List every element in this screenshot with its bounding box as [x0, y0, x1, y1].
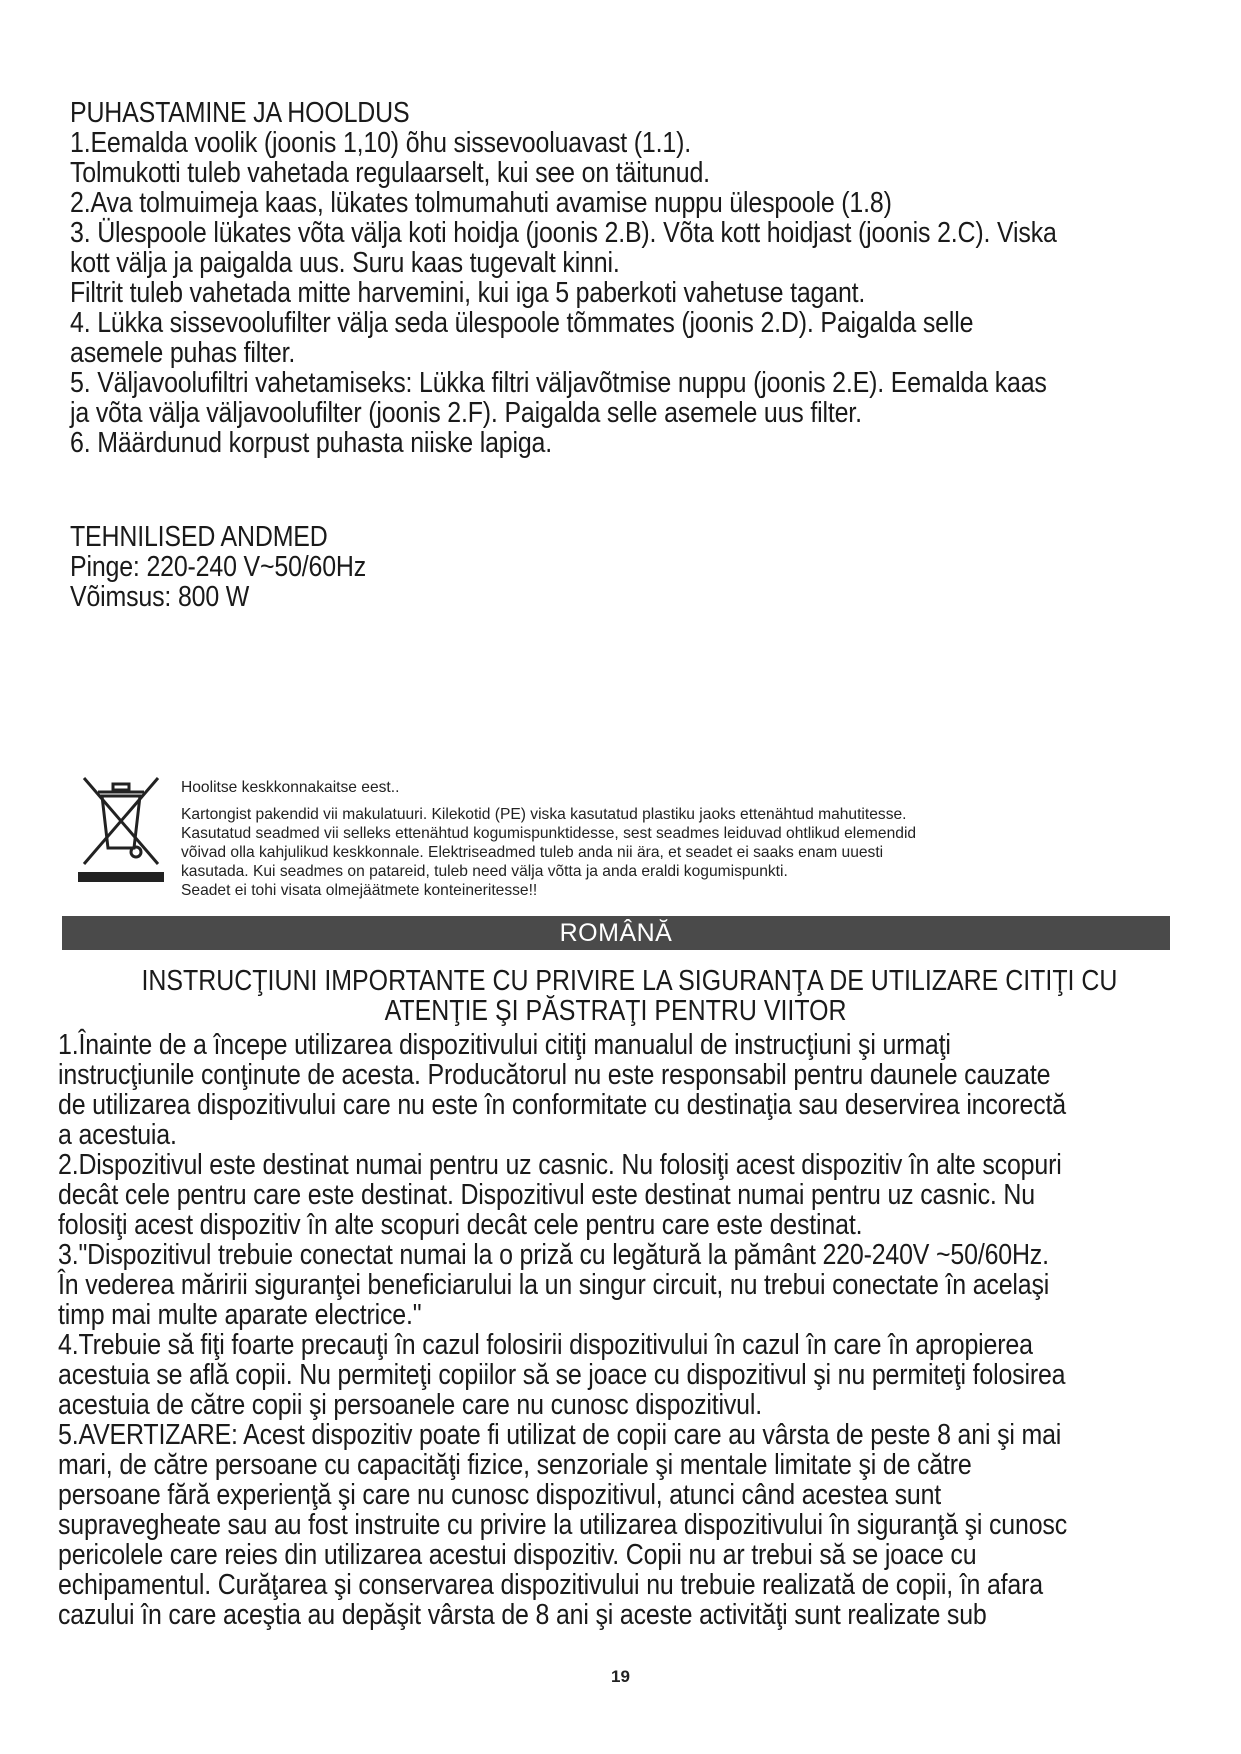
- romanian-line: decât cele pentru care este destinat. Dispozitivul este destinat numai pentru uz casnic. Nu: [58, 1179, 1035, 1211]
- romanian-line: folosiţi acest dispozitiv în alte scopuri decât cele pentru care este destinat.: [58, 1209, 863, 1241]
- romanian-line: de utilizarea dispozitivului care nu este în conformitate cu destinaţia sau deservirea incorectă: [58, 1089, 1066, 1121]
- cleaning-line: asemele puhas filter.: [70, 337, 296, 369]
- romanian-heading-line: ATENŢIE ŞI PĂSTRAŢI PENTRU VIITOR: [385, 995, 847, 1027]
- environment-line: Kasutatud seadmed vii selleks ettenähtud kogumispunktidesse, sest seadmes leiduvad ohtlikud elemendid: [181, 825, 917, 842]
- technical-section: [70, 522, 366, 612]
- power-spec: Võimsus: 800 W: [70, 581, 250, 613]
- romanian-line: cazului în care aceştia au depăşit vârsta de 8 ani şi aceste activităţi sunt realizate sub: [58, 1599, 987, 1631]
- cleaning-line: Filtrit tuleb vahetada mitte harvemini, kui iga 5 paberkoti vahetuse tagant.: [70, 277, 866, 309]
- romanian-line: mari, de către persoane cu capacităţi fizice, senzoriale şi mentale limitate şi de către: [58, 1449, 972, 1481]
- cleaning-line: Tolmukotti tuleb vahetada regulaarselt, kui see on täitunud.: [70, 157, 710, 189]
- cleaning-line: 2.Ava tolmuimeja kaas, lükates tolmumahuti avamise nuppu ülespoole (1.8): [70, 187, 892, 219]
- romanian-line: 1.Înainte de a începe utilizarea dispozitivului citiţi manualul de instrucţiuni şi urmaţi: [58, 1029, 951, 1061]
- cleaning-line: kott välja ja paigalda uus. Suru kaas tugevalt kinni.: [70, 247, 620, 279]
- environment-text: [181, 778, 916, 900]
- romanian-line: 3."Dispozitivul trebuie conectat numai la o priză cu legătură la pământ 220-240V ~50/60Hz.: [58, 1239, 1049, 1271]
- environment-line: võivad olla kahjulikud keskkonnale. Elektriseadmed tuleb anda nii ära, et seadet ei saaks enam uuesti: [181, 844, 884, 861]
- technical-title: TEHNILISED ANDMED: [70, 521, 328, 553]
- romanian-heading: [62, 966, 1170, 1026]
- cleaning-line: 5. Väljavoolufiltri vahetamiseks: Lükka filtri väljavõtmise nuppu (joonis 2.E). Eemalda kaas: [70, 367, 1047, 399]
- environment-line: Kartongist pakendid vii makulatuuri. Kilekotid (PE) viska kasutatud plastiku jaoks ettenähtud mahutitesse.: [181, 806, 907, 823]
- crossed-out-wheelie-bin-icon: [78, 772, 164, 884]
- cleaning-line: 1.Eemalda voolik (joonis 1,10) õhu sissevooluavast (1.1).: [70, 127, 691, 159]
- page-number: 19: [611, 1667, 630, 1686]
- environment-line: kasutada. Kui seadmes on patareid, tuleb need välja võtta ja anda eraldi kogumispunkti.: [181, 863, 788, 880]
- romanian-heading-line: INSTRUCŢIUNI IMPORTANTE CU PRIVIRE LA SIGURANŢA DE UTILIZARE CITIŢI CU: [141, 965, 1118, 997]
- language-banner: ROMÂNĂ: [62, 916, 1170, 950]
- romanian-line: acestuia de către copii şi persoanele care nu cunosc dispozitivul.: [58, 1389, 763, 1421]
- romanian-line: persoane fără experienţă şi care nu cunosc dispozitivul, atunci când acestea sunt: [58, 1479, 942, 1511]
- romanian-line: supravegheate sau au fost instruite cu privire la utilizarea dispozitivului în siguranţă şi cunosc: [58, 1509, 1068, 1541]
- cleaning-line: ja võta välja väljavoolufilter (joonis 2.F). Paigalda selle asemele uus filter.: [70, 397, 862, 429]
- romanian-line: timp mai multe aparate electrice.": [58, 1299, 422, 1331]
- romanian-line: În vederea măririi siguranţei beneficiarului la un singur circuit, nu trebui conectate în acelaşi: [58, 1269, 1050, 1301]
- romanian-line: instrucţiunile conţinute de acesta. Producătorul nu este responsabil pentru daunele cauzate: [58, 1059, 1051, 1091]
- romanian-line: echipamentul. Curăţarea şi conservarea dispozitivului nu trebuie realizată de copii, în afara: [58, 1569, 1043, 1601]
- environment-heading: Hoolitse keskkonnakaitse eest..: [181, 779, 400, 796]
- cleaning-section: [70, 98, 1057, 458]
- voltage-spec: Pinge: 220-240 V~50/60Hz: [70, 551, 367, 583]
- romanian-safety-section: [58, 1030, 1067, 1630]
- romanian-line: acestuia se află copii. Nu permiteţi copiilor să se joace cu dispozitivul şi nu permiteţi folosirea: [58, 1359, 1066, 1391]
- romanian-line: pericolele care reies din utilizarea acestui dispozitiv. Copii nu ar trebui să se joace cu: [58, 1539, 977, 1571]
- cleaning-line: 3. Ülespoole lükates võta välja koti hoidja (joonis 2.B). Võta kott hoidjast (joonis 2.C). Viska: [70, 217, 1057, 249]
- romanian-line: a acestuia.: [58, 1119, 177, 1151]
- cleaning-title: PUHASTAMINE JA HOOLDUS: [70, 97, 410, 129]
- romanian-line: 2.Dispozitivul este destinat numai pentru uz casnic. Nu folosiţi acest dispozitiv în alte scopuri: [58, 1149, 1062, 1181]
- environment-line: Seadet ei tohi visata olmejäätmete konteineritesse!!: [181, 882, 538, 899]
- romanian-line: 4.Trebuie să fiţi foarte precauţi în cazul folosirii dispozitivului în cazul în care în apropierea: [58, 1329, 1033, 1361]
- cleaning-line: 6. Määrdunud korpust puhasta niiske lapiga.: [70, 427, 553, 459]
- environment-notice: [78, 772, 1178, 902]
- romanian-line: 5.AVERTIZARE: Acest dispozitiv poate fi utilizat de copii care au vârsta de peste 8 ani şi mai: [58, 1419, 1062, 1451]
- cleaning-line: 4. Lükka sissevoolufilter välja seda ülespoole tõmmates (joonis 2.D). Paigalda selle: [70, 307, 974, 339]
